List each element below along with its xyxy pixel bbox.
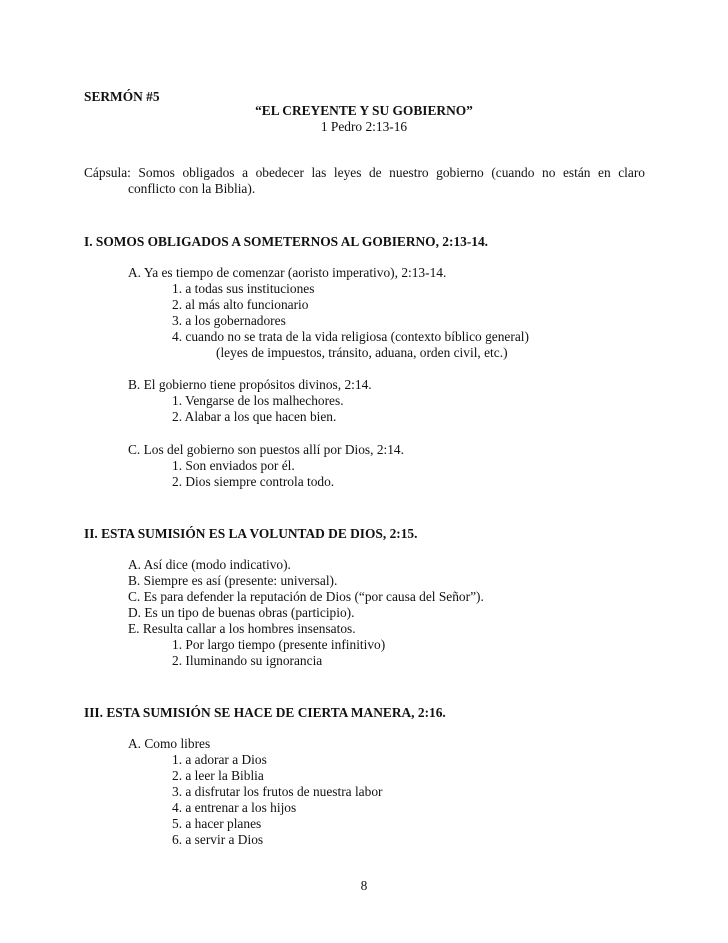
outline-point: B. Siempre es así (presente: universal). [128, 573, 338, 588]
outline-point: D. Es un tipo de buenas obras (participio). [128, 605, 355, 620]
outline-subpoint: 2. al más alto funcionario [172, 297, 309, 312]
outline-subpoint: 6. a servir a Dios [172, 832, 264, 847]
outline-point: B. El gobierno tiene propósitos divinos, 2:14. [128, 377, 372, 392]
outline-subpoint: 1. Por largo tiempo (presente infinitivo) [172, 637, 386, 652]
outline-subpoint: 4. a entrenar a los hijos [172, 800, 297, 815]
outline-subpoint: 4. cuando no se trata de la vida religiosa (contexto bíblico general) [172, 329, 529, 344]
sermon-label: SERMÓN #5 [84, 89, 160, 104]
page-number: 8 [360, 878, 368, 893]
outline-subpoint: 2. Dios siempre controla todo. [172, 474, 335, 489]
outline-point: A. Ya es tiempo de comenzar (aoristo imperativo), 2:13-14. [128, 265, 447, 280]
section-heading: III. ESTA SUMISIÓN SE HACE DE CIERTA MANERA, 2:16. [84, 705, 446, 720]
outline-subpoint: 2. a leer la Biblia [172, 768, 264, 783]
outline-point: C. Es para defender la reputación de Dios (“por causa del Señor”). [128, 589, 484, 604]
outline-subpoint: 2. Alabar a los que hacen bien. [172, 409, 337, 424]
outline-subpoint: 1. Son enviados por él. [172, 458, 295, 473]
outline-subpoint: 5. a hacer planes [172, 816, 262, 831]
outline-subpoint: 3. a disfrutar los frutos de nuestra labor [172, 784, 383, 799]
outline-subpoint: 1. a todas sus instituciones [172, 281, 315, 296]
outline-note: (leyes de impuestos, tránsito, aduana, orden civil, etc.) [216, 345, 508, 360]
capsule-line-1: Cápsula: Somos obligados a obedecer las leyes de nuestro gobierno (cuando no están en claro [84, 165, 645, 180]
outline-point: C. Los del gobierno son puestos allí por Dios, 2:14. [128, 442, 404, 457]
outline-point: A. Como libres [128, 736, 211, 751]
scripture-reference: 1 Pedro 2:13-16 [320, 119, 408, 134]
sermon-title: “EL CREYENTE Y SU GOBIERNO” [255, 103, 473, 118]
section-heading: I. SOMOS OBLIGADOS A SOMETERNOS AL GOBIERNO, 2:13-14. [84, 234, 489, 249]
outline-subpoint: 2. Iluminando su ignorancia [172, 653, 323, 668]
capsule-line-2: conflicto con la Biblia). [128, 181, 256, 196]
outline-subpoint: 1. Vengarse de los malhechores. [172, 393, 344, 408]
outline-subpoint: 1. a adorar a Dios [172, 752, 267, 767]
outline-point: A. Así dice (modo indicativo). [128, 557, 291, 572]
outline-subpoint: 3. a los gobernadores [172, 313, 286, 328]
section-heading: II. ESTA SUMISIÓN ES LA VOLUNTAD DE DIOS, 2:15. [84, 526, 418, 541]
outline-point: E. Resulta callar a los hombres insensatos. [128, 621, 356, 636]
